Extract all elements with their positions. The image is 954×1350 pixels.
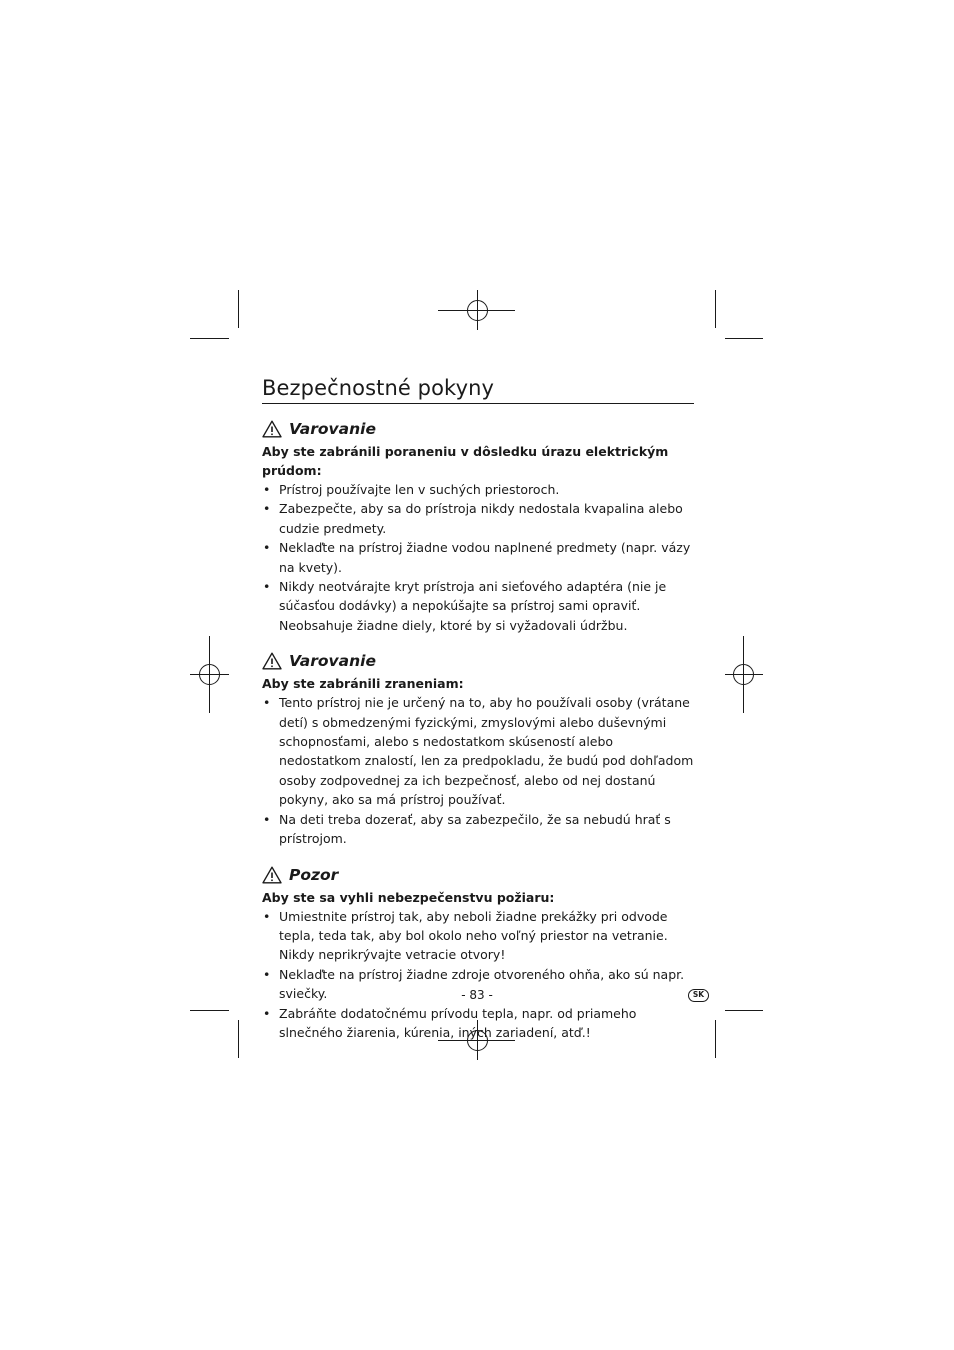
- section-title: Varovanie: [289, 420, 376, 438]
- page-title: Bezpečnostné pokyny: [262, 374, 694, 404]
- section-title: Varovanie: [289, 652, 376, 671]
- warning-triangle-icon: [262, 420, 282, 438]
- section-subheading: Aby ste zabránili zraneniam:: [262, 676, 464, 692]
- bullet-list: [262, 693, 694, 848]
- list-item: • Neklaďte na prístroj žiadne vodou naplnené predmety (napr. vázy na kvety).: [262, 538, 694, 577]
- section-subheading: Aby ste sa vyhli nebezpečenstvu požiaru:: [262, 889, 555, 905]
- list-item: • Tento prístroj nie je určený na to, aby ho používali osoby (vrátane detí) s obmedzenými fyzickými, zmyslovými alebo duševnými schopnosťami, alebo s nedostatkom skúseností alebo nedostatkom znalostí, len za predpokladu, že budú pod dohľadom osoby zodpovednej za ich bezpečnosť, alebo od nej dostanú pokyny, ako sa má prístroj používať.: [262, 693, 694, 809]
- language-badge: SK: [688, 989, 709, 1002]
- list-item: • Zabráňte dodatočnému prívodu tepla, napr. od priameho slnečného žiarenia, kúrenia, iných zariadení, atď.!: [262, 1004, 694, 1043]
- warning-triangle-icon: [262, 866, 282, 884]
- list-item: • Neklaďte na prístroj žiadne zdroje otvoreného ohňa, ako sú napr. sviečky.: [262, 965, 694, 1004]
- caution-section-fire: [262, 864, 694, 1043]
- list-item: • Umiestnite prístroj tak, aby neboli žiadne prekážky pri odvode tepla, teda tak, aby bol okolo neho voľný priestor na vetranie. Nikdy neprikrývajte vetracie otvory!: [262, 907, 694, 965]
- section-heading: [262, 418, 694, 440]
- section-subheading: Aby ste zabránili poraneniu v dôsledku úrazu elektrickým prúdom:: [262, 444, 669, 478]
- section-heading: [262, 864, 694, 886]
- page-content: [262, 374, 694, 1042]
- warning-section-injury: [262, 650, 694, 848]
- list-item: • Nikdy neotvárajte kryt prístroja ani sieťového adaptéra (nie je súčasťou dodávky) a nepokúšajte sa prístroj sami opraviť. Neobsahuje žiadne diely, ktoré by si vyžadovali údržbu.: [262, 577, 694, 635]
- list-item: • Zabezpečte, aby sa do prístroja nikdy nedostala kvapalina alebo cudzie predmety.: [262, 499, 694, 538]
- section-heading: [262, 650, 694, 672]
- list-item: • Na deti treba dozerať, aby sa zabezpečilo, že sa nebudú hrať s prístrojom.: [262, 810, 694, 849]
- warning-triangle-icon: [262, 652, 282, 670]
- page-number: - 83 -: [461, 988, 493, 1002]
- bullet-list: [262, 907, 694, 1043]
- section-title: Pozor: [289, 865, 339, 884]
- warning-section-electric: [262, 418, 694, 635]
- bullet-list: [262, 480, 694, 635]
- list-item: • Prístroj používajte len v suchých priestoroch.: [262, 480, 694, 499]
